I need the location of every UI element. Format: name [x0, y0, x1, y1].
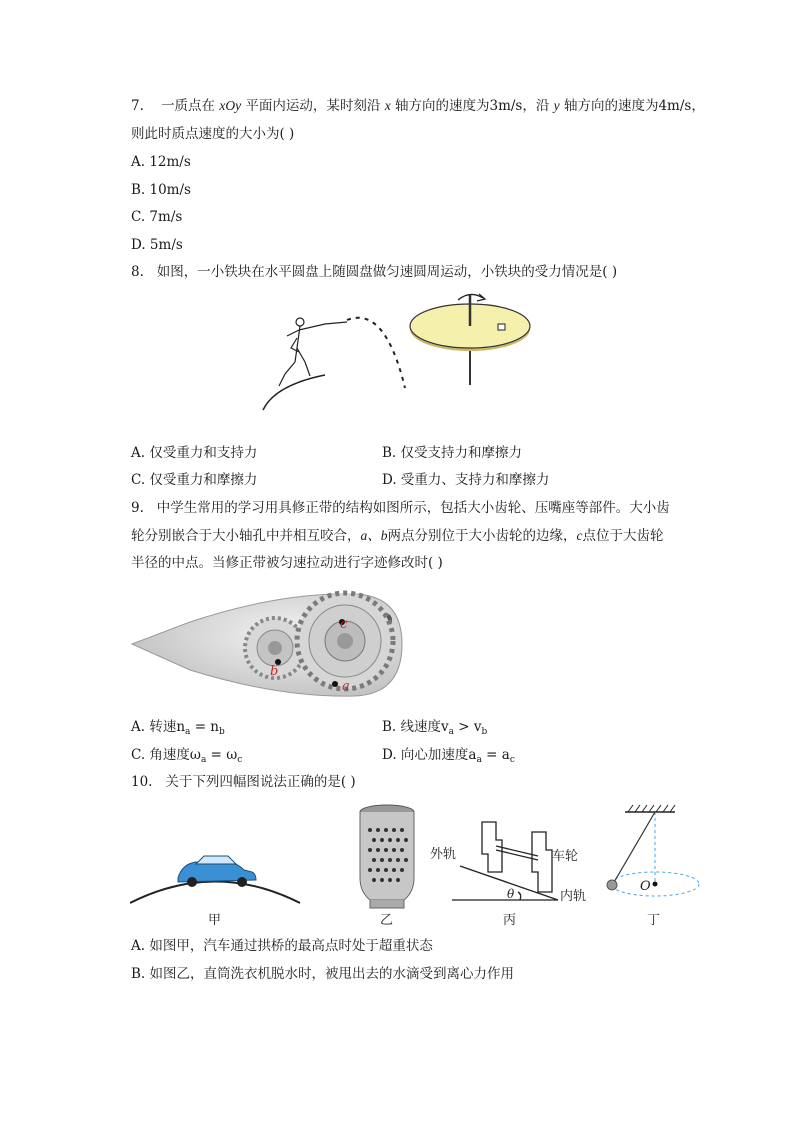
q9-line-2 — [131, 526, 664, 546]
washing-drum-icon — [360, 805, 414, 908]
q7-line-2: 则此时质点速度的大小为( ) — [131, 126, 295, 142]
large-gear-icon — [297, 593, 393, 689]
q7-text: 一质点在 — [161, 98, 216, 114]
q8-number: 8. — [131, 264, 144, 280]
rotating-disc-icon — [410, 294, 530, 385]
q8-option-b: B. 仅受支持力和摩擦力 — [382, 445, 523, 461]
caption-ding: 丁 — [647, 913, 661, 928]
q7-var-y: y — [553, 98, 560, 113]
q8-text: 如图，一小铁块在水平圆盘上随圆盘做匀速圆周运动，小铁块的受力情况是( ) — [156, 264, 618, 280]
q8-option-a: A. 仅受重力和支持力 — [131, 445, 258, 461]
q7-option-a: A. 12m/s — [131, 154, 191, 170]
q8-stem — [131, 262, 617, 282]
q10-option-a: A. 如图甲，汽车通过拱桥的最高点时处于超重状态 — [131, 938, 433, 954]
q8-figure — [255, 290, 565, 425]
label-O: O — [640, 879, 651, 894]
q9-option-d: D. 向心加速度$a_a = a_c$ — [382, 747, 515, 765]
label-inner-rail: 内轨 — [560, 889, 587, 904]
q9-option-c: C. 角速度$\omega_a = \omega_c$ — [131, 747, 243, 765]
q7-text: 轴方向的速度为3m/s，沿 — [394, 98, 550, 114]
q9-line-1 — [131, 498, 670, 518]
q7-text: 轴方向的速度为4m/s， — [563, 98, 705, 114]
q9-var-ab: a、b — [360, 528, 388, 543]
banked-track-icon — [452, 822, 558, 900]
q9-text: 轮分别嵌合于大小轴孔中并相互咬合， — [131, 528, 361, 544]
q8-option-d: D. 受重力、支持力和摩擦力 — [382, 472, 550, 488]
caption-yi: 乙 — [380, 913, 394, 928]
q9-option-b: B. 线速度$v_a > v_b$ — [382, 719, 488, 737]
q9-option-a: A. 转速$n_a = n_b$ — [131, 719, 225, 737]
q10-stem — [131, 772, 356, 792]
q7-option-d: D. 5m/s — [131, 237, 183, 253]
q10-figure — [130, 800, 720, 930]
caption-jia: 甲 — [208, 913, 222, 928]
q7-number: 7. — [131, 98, 144, 114]
q7-option-b: B. 10m/s — [131, 182, 191, 198]
q7-var-plane: xOy — [219, 98, 242, 113]
car-on-bridge-icon — [130, 856, 300, 903]
q10-text: 关于下列四幅图说法正确的是( ) — [165, 774, 356, 790]
label-b: b — [270, 664, 279, 679]
label-outer-rail: 外轨 — [430, 847, 457, 862]
q8-option-c: C. 仅受重力和摩擦力 — [131, 472, 258, 488]
q10-option-b: B. 如图乙，直筒洗衣机脱水时，被甩出去的水滴受到离心力作用 — [131, 966, 515, 982]
label-wheel: 车轮 — [552, 849, 579, 864]
q9-var-c: c — [576, 528, 583, 543]
label-a: a — [342, 679, 350, 694]
q7-var-x: x — [384, 98, 391, 113]
conical-pendulum-icon — [607, 805, 699, 896]
q9-text: 中学生常用的学习用具修正带的结构如图所示，包括大小齿轮、压嘴座等部件。大小齿 — [156, 500, 670, 516]
q7-line-1 — [131, 96, 705, 116]
q7-option-c: C. 7m/s — [131, 209, 183, 225]
q9-text: 两点分别位于大小齿轮的边缘， — [387, 528, 577, 544]
caption-bing: 丙 — [503, 913, 517, 928]
label-c: c — [340, 617, 348, 632]
q9-text: 点位于大齿轮 — [582, 528, 664, 544]
q9-correction-tape-figure — [130, 584, 410, 704]
q7-text: 平面内运动，某时刻沿 — [245, 98, 381, 114]
q10-number: 10. — [131, 774, 153, 790]
q9-number: 9. — [131, 500, 144, 516]
label-theta: θ — [507, 887, 515, 901]
q9-line-3: 半径的中点。当修正带被匀速拉动进行字迹修改时( ) — [131, 555, 443, 571]
